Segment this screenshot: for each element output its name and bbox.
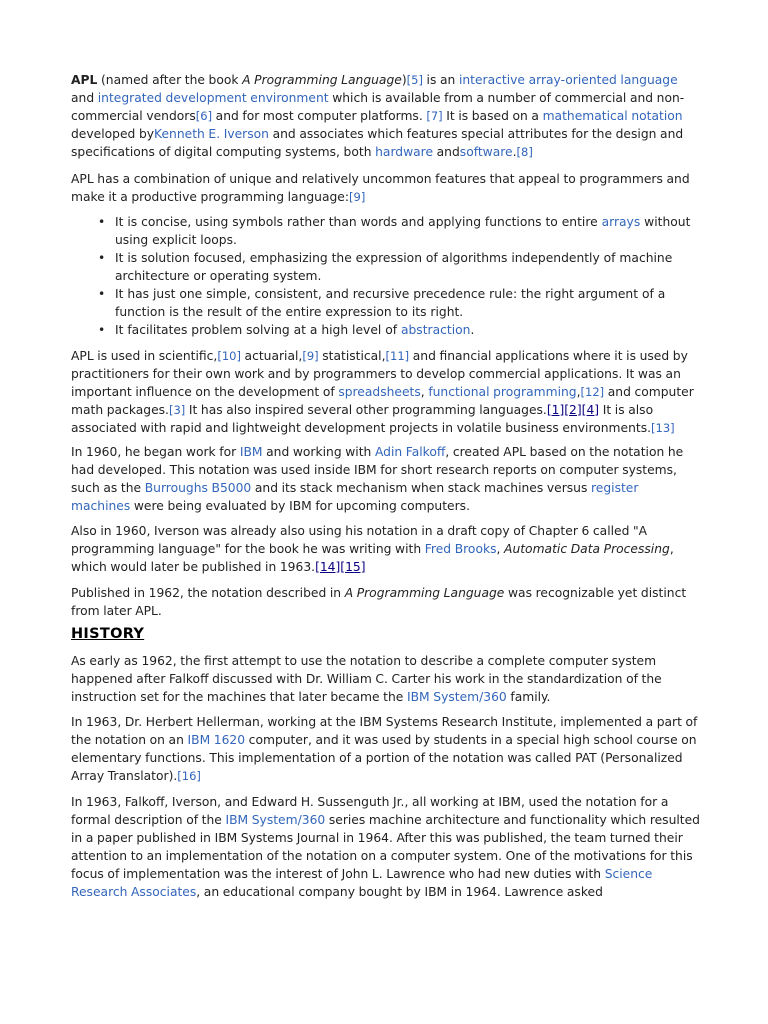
text: (named after the book: [97, 73, 243, 87]
text: .: [470, 323, 475, 337]
link-abstraction[interactable]: abstraction: [400, 323, 471, 337]
ref-11[interactable]: [11]: [385, 349, 410, 363]
text: and associates which features special attributes for the design and specifications of digital computing systems, both: [71, 127, 684, 159]
ref-12[interactable]: [12]: [580, 385, 605, 399]
usage-paragraph: [71, 347, 701, 437]
text: In 1960, he began work for: [71, 445, 240, 459]
text: and computer math packages.: [71, 385, 694, 417]
text: and: [433, 145, 460, 159]
ref-14-15[interactable]: [14][15]: [315, 560, 366, 574]
text: ,: [420, 385, 429, 399]
history-paragraph-2: [71, 713, 701, 785]
text: and financial applications where it is used by practitioners for their own work and by programmers to develop commercial applications. It was an important influence on the development of: [71, 349, 688, 399]
text: actuarial,: [240, 349, 303, 363]
text: and: [71, 91, 98, 105]
list-item: [71, 285, 701, 321]
publication-1962-paragraph: [71, 584, 701, 620]
features-list: [71, 213, 701, 339]
book-title: A Programming Language: [242, 73, 402, 87]
link-ibm-system-360[interactable]: IBM System/360: [225, 813, 326, 827]
text: In 1963, Falkoff, Iverson, and Edward H. Sussenguth Jr., all working at IBM, used the notation for a formal description of the: [71, 795, 669, 827]
bullet-icon: •: [98, 323, 106, 337]
ref-3[interactable]: [3]: [168, 403, 186, 417]
history-heading: HISTORY: [71, 626, 145, 642]
text: As early as 1962, the first attempt to use the notation to describe a complete computer system happened after Falkoff discussed with Dr. William C. Carter his work in the standardization of the instruction set for the machines that later became the: [71, 654, 662, 704]
ref-1-2-4[interactable]: [1][2][4]: [546, 403, 600, 417]
ref-5[interactable]: [5]: [406, 73, 423, 87]
link-ide[interactable]: integrated development environment: [97, 91, 329, 105]
ref-9[interactable]: [9]: [349, 190, 366, 204]
link-register-machines[interactable]: register machines: [71, 481, 639, 513]
link-adin-falkoff[interactable]: Adin Falkoff: [374, 445, 446, 459]
link-ibm-system-360[interactable]: IBM System/360: [406, 690, 507, 704]
ref-13[interactable]: [13]: [651, 421, 675, 435]
text: ,: [496, 542, 505, 556]
link-hardware[interactable]: hardware: [375, 145, 434, 159]
ibm-1960-paragraph: [71, 443, 701, 515]
text: It is also associated with rapid and lightweight development projects in volatile business environments.: [71, 403, 654, 435]
text: APL has a combination of unique and relatively uncommon features that appeal to programmers and make it a productive programming language:: [71, 172, 690, 204]
text: It facilitates problem solving at a high level of: [115, 323, 401, 337]
text: It is solution focused, emphasizing the expression of algorithms independently of machine architecture or operating system.: [115, 251, 673, 283]
text: developed by: [71, 127, 155, 141]
text: and for most computer platforms.: [212, 109, 427, 123]
apl-term: APL: [71, 73, 98, 87]
text: In 1963, Dr. Herbert Hellerman, working at the IBM Systems Research Institute, implemented a part of the notation on an: [71, 715, 698, 747]
link-arrays[interactable]: arrays: [601, 215, 641, 229]
bullet-icon: •: [98, 215, 106, 229]
text: and working with: [262, 445, 375, 459]
ref-8[interactable]: [8]: [516, 145, 533, 159]
text: ): [401, 73, 407, 87]
link-burroughs-b5000[interactable]: Burroughs B5000: [144, 481, 252, 495]
list-item: [71, 321, 701, 339]
link-functional-programming[interactable]: functional programming: [428, 385, 577, 399]
bullet-icon: •: [98, 251, 106, 265]
history-paragraph-3: [71, 793, 701, 901]
text: It has also inspired several other programming languages.: [185, 403, 547, 417]
text: It is based on a: [442, 109, 543, 123]
ref-9[interactable]: [9]: [302, 349, 319, 363]
link-software[interactable]: software: [459, 145, 513, 159]
text: Also in 1960, Iverson was already also using his notation in a draft copy of Chapter 6 called "A programming language" for the book he was writing with: [71, 524, 648, 556]
link-kenneth-iverson[interactable]: Kenneth E. Iverson: [154, 127, 269, 141]
text: statistical,: [318, 349, 386, 363]
text: without using explicit loops.: [115, 215, 691, 247]
brooks-1960-paragraph: [71, 522, 701, 576]
link-mathematical-notation[interactable]: mathematical notation: [542, 109, 683, 123]
features-intro-paragraph: [71, 170, 701, 206]
text: , created APL based on the notation he had developed. This notation was used inside IBM for short research reports on computer systems, such as the: [71, 445, 684, 495]
link-fred-brooks[interactable]: Fred Brooks: [424, 542, 497, 556]
text: It is concise, using symbols rather than words and applying functions to entire: [115, 215, 602, 229]
ref-10[interactable]: [10]: [217, 349, 241, 363]
text: family.: [506, 690, 551, 704]
ref-7[interactable]: [7]: [426, 109, 443, 123]
text: ,: [576, 385, 581, 399]
text: series machine architecture and functionality which resulted in a paper published in IBM Systems Journal in 1964. After this was published, the team turned their attention to an implementation of the notation on a computer system. One of the motivations for this focus of implementation was the interest of John L. Lawrence who had new duties with: [71, 813, 700, 881]
text: , which would later be published in 1963.: [71, 542, 674, 574]
link-science-research-associates[interactable]: Science Research Associates: [71, 867, 653, 899]
text: was recognizable yet distinct from later APL.: [71, 586, 687, 618]
text: It has just one simple, consistent, and recursive precedence rule: the right argument of a function is the result of the entire expression to its right.: [115, 287, 666, 319]
text: .: [512, 145, 517, 159]
text: APL is used in scientific,: [71, 349, 218, 363]
link-ibm[interactable]: IBM: [239, 445, 263, 459]
link-ibm-1620[interactable]: IBM 1620: [187, 733, 246, 747]
text: which is available from a number of commercial and non-commercial vendors: [71, 91, 685, 123]
book-title: Automatic Data Processing: [504, 542, 670, 556]
bullet-icon: •: [98, 287, 106, 301]
ref-16[interactable]: [16]: [177, 769, 201, 783]
ref-6[interactable]: [6]: [195, 109, 213, 123]
book-title: A Programming Language: [344, 586, 505, 600]
link-spreadsheets[interactable]: spreadsheets: [338, 385, 421, 399]
text: , an educational company bought by IBM in 1964. Lawrence asked: [196, 885, 603, 899]
link-interactive-array-language[interactable]: interactive array-oriented language: [458, 73, 678, 87]
text: is an: [422, 73, 459, 87]
text: Published in 1962, the notation described in: [71, 586, 345, 600]
text: computer, and it was used by students in a special high school course on elementary functions. This implementation of a portion of the notation was called PAT (Personalized Array Translator).: [71, 733, 697, 783]
text: and its stack mechanism when stack machines versus: [251, 481, 591, 495]
intro-paragraph: [71, 71, 701, 161]
text: were being evaluated by IBM for upcoming computers.: [130, 499, 470, 513]
list-item: [71, 249, 701, 285]
list-item: [71, 213, 701, 249]
history-paragraph-1: [71, 652, 701, 706]
